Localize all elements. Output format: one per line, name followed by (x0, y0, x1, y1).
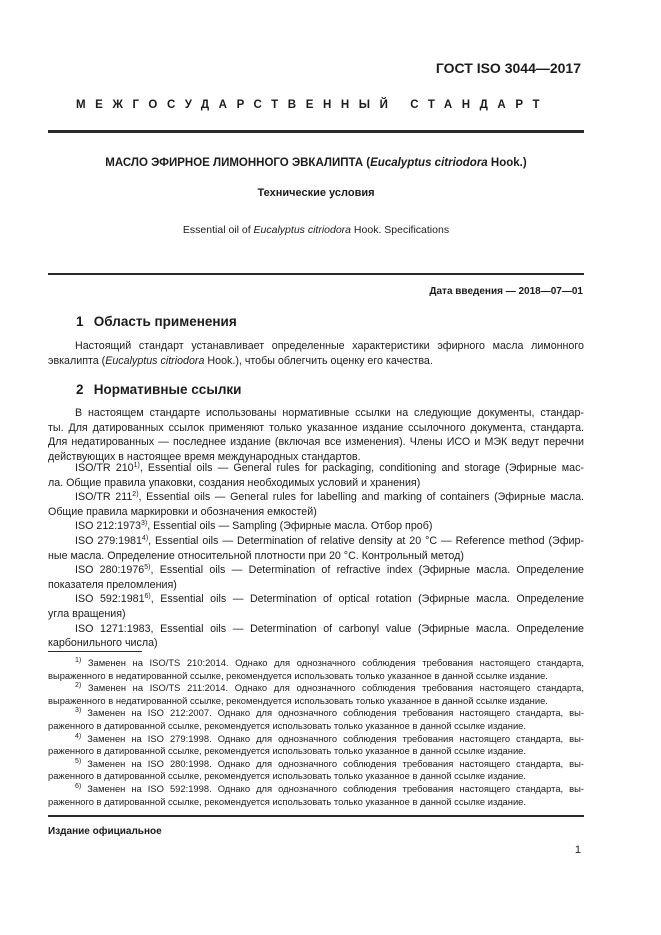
interstate-standard-label: МЕЖГОСУДАРСТВЕННЫЙ СТАНДАРТ (76, 99, 550, 111)
introduction-date: Дата введения — 2018—07—01 (429, 286, 583, 297)
header-divider (48, 130, 584, 133)
normative-references-list (48, 461, 584, 651)
footnotes (48, 657, 584, 808)
footnote: $^{3)}$ Заменен на ISO 212:2007. Однако для однозначного соблюдения требования настоящего стандарта, вы- раженного в датированной ссылке, рекомендуется использовать только указанное в данной ссылке издание. (48, 707, 584, 731)
reference-item: ISO 279:1981$^{4)}$, Essential oils — Determination of relative density at 20 °C — Reference method (Эфир- ные масла. Определение относительной плотности при 20 °С. Контрольный метод) (48, 534, 584, 562)
document-title: МАСЛО ЭФИРНОЕ ЛИМОННОГО ЭВКАЛИПТА (Eucalyptus citriodora Hook.) (105, 157, 527, 169)
section-2-intro: В настоящем стандарте использованы нормативные ссылки на следующие документы, стандар- ты. Для датированных ссылок применяют только указанное издание ссылочного документа, стандарта. Для недатированных — последнее издание (включая все изменения). Члены ИСО и МЭК ведут перечни действующих в настоящее время международных стандартов. (48, 407, 584, 463)
official-edition-label: Издание официальное (48, 826, 162, 837)
english-title: Essential oil of Eucalyptus citriodora Hook. Specifications (182, 224, 450, 236)
reference-item: ISO 592:1981$^{6)}$, Essential oils — Determination of optical rotation (Эфирные масла. Определение угла вращения) (48, 593, 584, 620)
reference-item: ISO/TR 210$^{1)}$, Essential oils — General rules for packaging, conditioning and storage (Эфирные мас- ла. Общие правила упаковки, создания необходимых условий и хранения) (48, 462, 584, 489)
section-1-text: Настоящий стандарт устанавливает определенные характеристики эфирного масла лимонного эвкалипта (Eucalyptus citriodora Hook.), чтобы облегчить оценку его качества. (48, 340, 584, 367)
footer-divider (48, 815, 584, 817)
page-number: 1 (574, 844, 581, 856)
reference-item: ISO 212:1973$^{3)}$, Essential oils — Sampling (Эфирные масла. Отбор проб) (75, 520, 433, 533)
document-subtitle: Технические условия (257, 187, 375, 199)
reference-item: ISO 1271:1983, Essential oils — Determination of carbonyl value (Эфирные масла. Определение карбонильного числа) (48, 622, 584, 650)
reference-item: ISO 280:1976$^{5)}$, Essential oils — Determination of refractive index (Эфирные масла. Определение показателя преломления) (48, 564, 584, 591)
footnote: $^{4)}$ Заменен на ISO 279:1998. Однако для однозначного соблюдения требования настоящего стандарта, вы- раженного в датированной ссылке, рекомендуется использовать только указанное в данной ссылке издание. (48, 732, 584, 757)
reference-item: ISO/TR 211$^{2)}$, Essential oils — General rules for labelling and marking of containers (Эфирные масла. Общие правила маркировки и обозначения емкостей) (48, 491, 584, 518)
title-divider (48, 273, 584, 275)
footnote: $^{2)}$ Заменен на ISO/TS 211:2014. Однако для однозначного соблюдения требования настоящего стандарта, выраженного в недатированной ссылке, рекомендуется использовать только указанное в данной ссылке издание. (48, 682, 584, 706)
section-1-heading: 1 Область применения (76, 314, 237, 329)
footnote: $^{1)}$ Заменен на ISO/TS 210:2014. Однако для однозначного соблюдения требования настоящего стандарта, выраженного в недатированной ссылке, рекомендуется использовать только указанное в данной ссылке издание. (48, 657, 584, 681)
footnote-separator (48, 651, 142, 652)
footnote: $^{6)}$ Заменен на ISO 592:1998. Однако для однозначного соблюдения требования настоящего стандарта, вы- раженного в датированной ссылке, рекомендуется использовать только указанное в данной ссылке издание. (48, 782, 584, 807)
section-2-heading: 2 Нормативные ссылки (76, 382, 242, 397)
footnote: $^{5)}$ Заменен на ISO 280:1998. Однако для однозначного соблюдения требования настоящего стандарта, вы- раженного в датированной ссылке, рекомендуется использовать только указанное в данной ссылке издание. (48, 757, 584, 782)
standard-code: ГОСТ ISO 3044—2017 (435, 60, 581, 76)
